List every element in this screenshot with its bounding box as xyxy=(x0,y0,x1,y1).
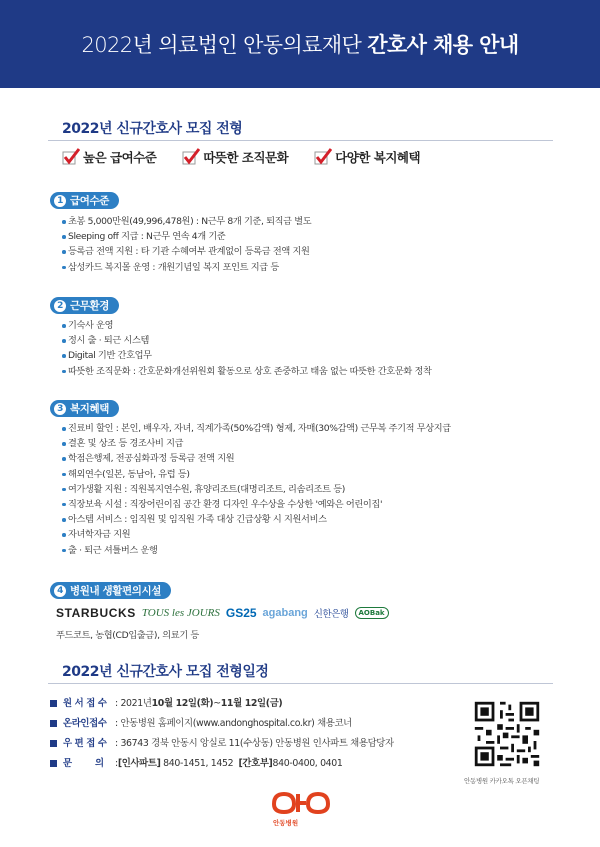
list-item: 등록금 전액 지원 : 타 기관 수혜여부 관계없이 등록금 전액 지원 xyxy=(62,244,311,259)
list-item: 따뜻한 조직문화 : 간호문화개선위원회 활동으로 상호 존중하고 태움 없는 따뜻한 간호문화 정착 xyxy=(62,364,432,379)
list-item: 초봉 5,000만원(49,996,478원) : N근무 8개 기준, 퇴직금 별도 xyxy=(62,214,311,229)
header-banner xyxy=(0,0,600,88)
welfare-list xyxy=(62,421,451,558)
bullet-square-icon xyxy=(50,700,57,707)
list-item: 여가생활 지원 : 직원복지연수원, 휴양리조트(대명리조트, 리솜리조트 등) xyxy=(62,482,451,497)
tousjours-logo: TOUS les JOURS xyxy=(141,607,220,619)
checkmark-icon xyxy=(182,148,200,166)
schedule-row: 온라인접수 : 안동병원 홈페이지(www.andonghospital.co.kr) 채용코너 xyxy=(50,714,394,734)
list-item: 자녀학자금 지원 xyxy=(62,527,451,542)
schedule-row: 문 의 : [인사파트] 840-1451, 1452 [간호부] 840-0400, 0401 xyxy=(50,754,394,774)
check-item: 높은 급여수준 xyxy=(62,148,156,166)
bullet-square-icon xyxy=(50,740,57,747)
list-item: 출 · 퇴근 셔틀버스 운행 xyxy=(62,543,451,558)
partner-logos xyxy=(56,604,389,622)
list-item: 직장보육 시설 : 직장어린이집 공간 환경 디자인 우수상을 수상한 '예와은 어린이집' xyxy=(62,497,451,512)
facilities-heading: 4 병원내 생활편의시설 xyxy=(50,582,171,599)
agabang-logo: agabang xyxy=(262,607,308,619)
checkmark-icon xyxy=(62,148,80,166)
divider xyxy=(48,140,553,141)
bullet-square-icon xyxy=(50,720,57,727)
list-item: 기숙사 운영 xyxy=(62,318,432,333)
bullet-square-icon xyxy=(50,760,57,767)
list-item: 해외연수(일본, 동남아, 유럽 등) xyxy=(62,467,451,482)
list-item: Sleeping off 지급 : N근무 연속 4개 기준 xyxy=(62,229,311,244)
check-item: 다양한 복지혜택 xyxy=(314,148,420,166)
gs25-logo: GS25 xyxy=(225,606,257,620)
welfare-heading: 3 복지혜택 xyxy=(50,400,119,417)
list-item: 아스템 서비스 : 임직원 및 임직원 가족 대상 긴급상황 시 지원서비스 xyxy=(62,512,451,527)
page-title: 2022년 의료법인 안동의료재단 간호사 채용 안내 xyxy=(81,33,519,57)
schedule-list xyxy=(50,694,394,774)
list-item: 학점은행제, 전공심화과정 등록금 전액 지원 xyxy=(62,451,451,466)
salary-heading: 1 급여수준 xyxy=(50,192,119,209)
checkmark-icon xyxy=(314,148,332,166)
environment-list xyxy=(62,318,432,379)
list-item: 삼성카드 복지몰 운영 : 개원기념일 복지 포인트 지급 등 xyxy=(62,260,311,275)
list-item: 정시 출 · 퇴근 시스템 xyxy=(62,333,432,348)
list-item: Digital 기반 간호업무 xyxy=(62,348,432,363)
starbucks-logo: STARBUCKS xyxy=(56,606,136,620)
recruit-section-title: 2022년 신규간호사 모집 전형 xyxy=(62,121,243,137)
schedule-row: 원 서 접 수 : 2021년 10월 12일(화) ~ 11월 12일(금) xyxy=(50,694,394,714)
list-item: 결혼 및 상조 등 경조사비 지급 xyxy=(62,436,451,451)
facility-text: 푸드코트, 농협(CD입출금), 의료기 등 xyxy=(56,630,199,641)
salary-list xyxy=(62,214,311,275)
hospital-logo-text: 안동병원 xyxy=(273,819,299,827)
list-item: 진료비 할인 : 본인, 배우자, 자녀, 직계가족(50%감액) 형제, 자매(30%감액) 근무복 주기적 무상지급 xyxy=(62,421,451,436)
schedule-section-title: 2022년 신규간호사 모집 전형일정 xyxy=(62,664,269,680)
shinhan-logo: 신한은행 xyxy=(313,609,349,620)
qr-code-icon[interactable] xyxy=(472,699,542,769)
qr-caption: 안동병원 카카오톡 오픈채팅 xyxy=(464,777,540,785)
schedule-row: 우 편 접 수 : 36743 경북 안동시 앙실로 11(수상동) 안동병원 인사파트 채용담당자 xyxy=(50,734,394,754)
environment-heading: 2 근무환경 xyxy=(50,297,119,314)
check-item: 따뜻한 조직문화 xyxy=(182,148,288,166)
benefit-checks xyxy=(62,148,420,166)
aobak-logo: AOBak xyxy=(355,607,389,619)
divider xyxy=(48,683,553,684)
